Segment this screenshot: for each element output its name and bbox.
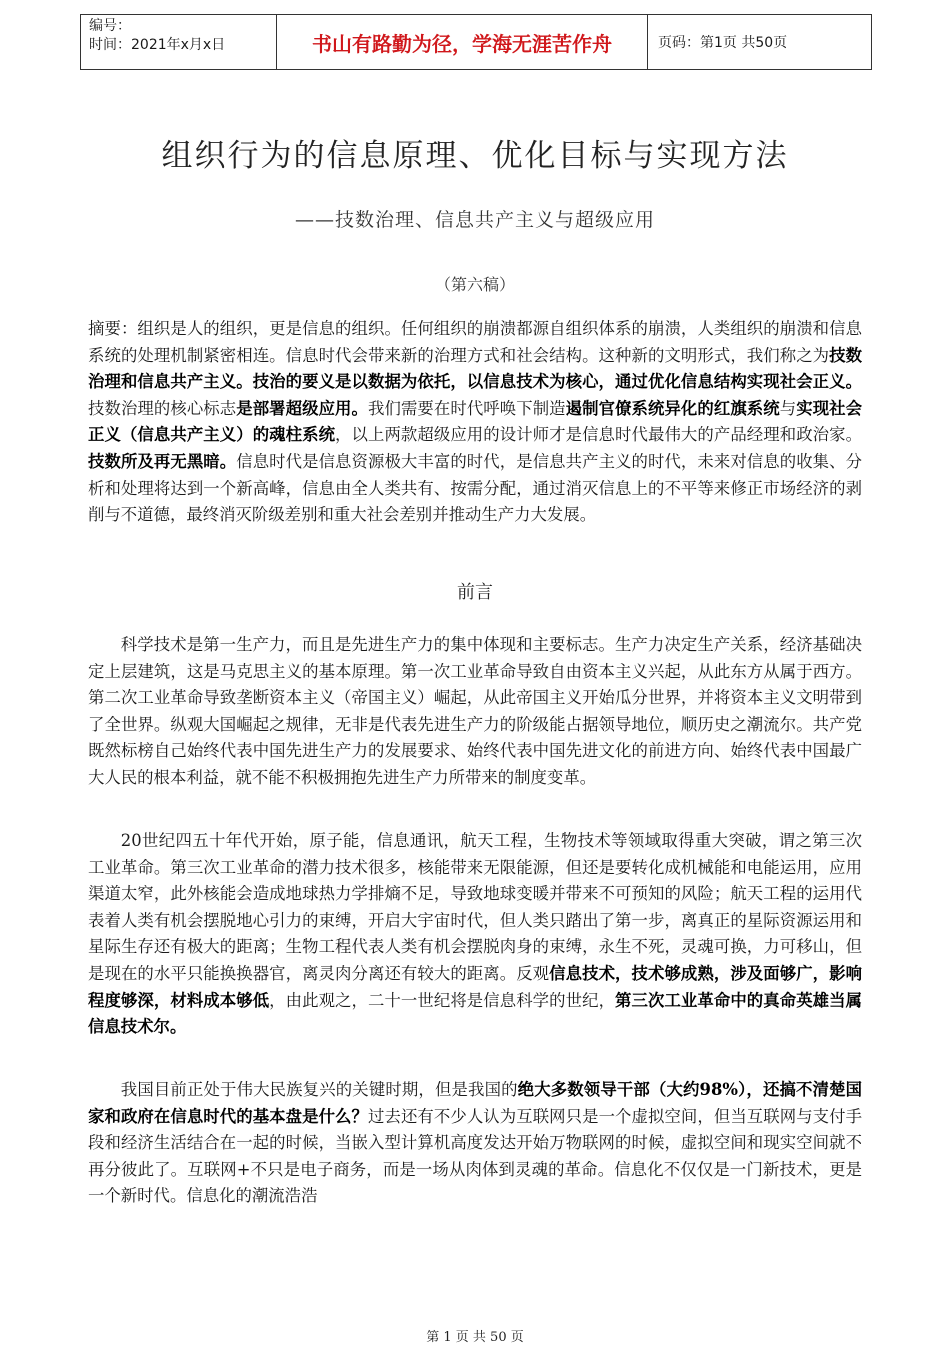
header-meta [81,15,277,69]
abstract-bold: 技数所及再无黑暗。 [88,451,237,471]
abstract-text: ，以上两款超级应用的设计师才是信息时代最伟大的产品经理和政治家。 [335,425,862,445]
paragraph-text: 过去还有不少人认为互联网只是一个虚拟空间，但当互联网与支付手段和经济生活结合在一起的时候，当嵌入型计算机高度发达开始万物联网的时候，虚拟空间和现实空间就不再分彼此了。互联网+不只是电子商务，而是一场从肉体到灵魂的革命。信息化不仅仅是一门新技术，更是一个新时代。信息化的潮流浩浩 [88,1106,863,1206]
abstract-bold: 技数治理和信息共产主义。技治的要义是以数据为依托，以信息技术为核心，通过优化信息结构实现社会正义。 [88,345,863,392]
section-title-preface: 前言 [457,582,493,603]
abstract-paragraph [88,316,862,529]
abstract-bold: 实现社会正义（信息共产主义）的魂柱系统 [88,398,863,445]
paragraph-text: ，由此观之，二十一世纪将是信息科学的世纪， [269,990,616,1010]
abstract-bold: 遏制官僚系统异化的红旗系统 [565,398,780,418]
preface-paragraph-1: 科学技术是第一生产力，而且是先进生产力的集中体现和主要标志。生产力决定生产关系，经济基础决定上层建筑，这是马克思主义的基本原理。第一次工业革命导致自由资本主义兴起，从此东方从属于西方。第二次工业革命导致垄断资本主义（帝国主义）崛起，从此帝国主义开始瓜分世界，并将资本主义文明带到了全世界。纵观大国崛起之规律，无非是代表先进生产力的阶级能占据领导地位，顺历史之潮流尔。共产党既然标榜自己始终代表中国先进生产力的发展要求、始终代表中国先进文化的前进方向、始终代表中国最广大人民的根本利益，就不能不积极拥抱先进生产力所带来的制度变革。 [88,635,862,787]
document-title: 组织行为的信息原理、优化目标与实现方法 [161,138,789,174]
abstract-bold: 是部署超级应用。 [236,398,368,418]
abstract-text: 信息时代是信息资源极大丰富的时代，是信息共产主义的时代，未来对信息的收集、分析和处理将达到一个新高峰，信息由全人类共有、按需分配，通过消灭信息上的不平等来修正市场经济的剥削与不道德，最终消灭阶级差别和重大社会差别并推动生产力大发展。 [88,451,863,525]
header-page-info: 页码：第1页 共50页 [658,35,788,51]
page-footer: 第 1 页 共 50 页 [426,1330,524,1345]
header-number-label: 编号： [89,18,131,34]
preface-paragraph-2 [88,828,862,1041]
header-motto: 书山有路勤为径，学海无涯苦作舟 [277,15,648,69]
preface-paragraph-3 [88,1077,862,1210]
document-header [80,14,872,70]
abstract-text: 与 [779,398,797,418]
header-time-label: 时间：2021年x月x日 [89,37,226,53]
abstract-text: 技数治理的核心标志 [88,398,237,418]
paragraph-bold: 第三次工业革命中的真命英雄当属信息技术尔。 [88,990,863,1037]
abstract-text: 我们需要在时代呼唤下制造 [368,398,566,418]
draft-label: （第六稿） [434,275,515,294]
abstract-text: 摘要：组织是人的组织，更是信息的组织。任何组织的崩溃都源自组织体系的崩溃，人类组织的崩溃和信息系统的处理机制紧密相连。信息时代会带来新的治理方式和社会结构。这种新的文明形式，我们称之为 [88,319,862,365]
paragraph-bold: 绝大多数领导干部（大约98%），还搞不清楚国家和政府在信息时代的基本盘是什么？ [88,1080,863,1126]
document-subtitle: ——技数治理、信息共产主义与超级应用 [294,209,655,231]
paragraph-bold: 信息技术，技术够成熟，涉及面够广，影响程度够深，材料成本够低 [88,963,863,1010]
paragraph-text: 20世纪四五十年代开始，原子能，信息通讯，航天工程，生物技术等领域取得重大突破，谓之第三次工业革命。第三次工业革命的潜力技术很多，核能带来无限能源，但还是要转化成机械能和电能运用，应用渠道太窄，此外核能会造成地球热力学排熵不足，导致地球变暖并带来不可预知的风险；航天工程的运用代表着人类有机会摆脱地心引力的束缚，开启大宇宙时代，但人类只踏出了第一步，离真正的星际资源运用和星际生存还有极大的距离；生物工程代表人类有机会摆脱肉身的束缚，永生不死，灵魂可换，力可移山，但是现在的水平只能换换器官，离灵肉分离还有较大的距离。反观 [88,831,862,983]
paragraph-text: 我国目前正处于伟大民族复兴的关键时期，但是我国的 [120,1080,518,1099]
